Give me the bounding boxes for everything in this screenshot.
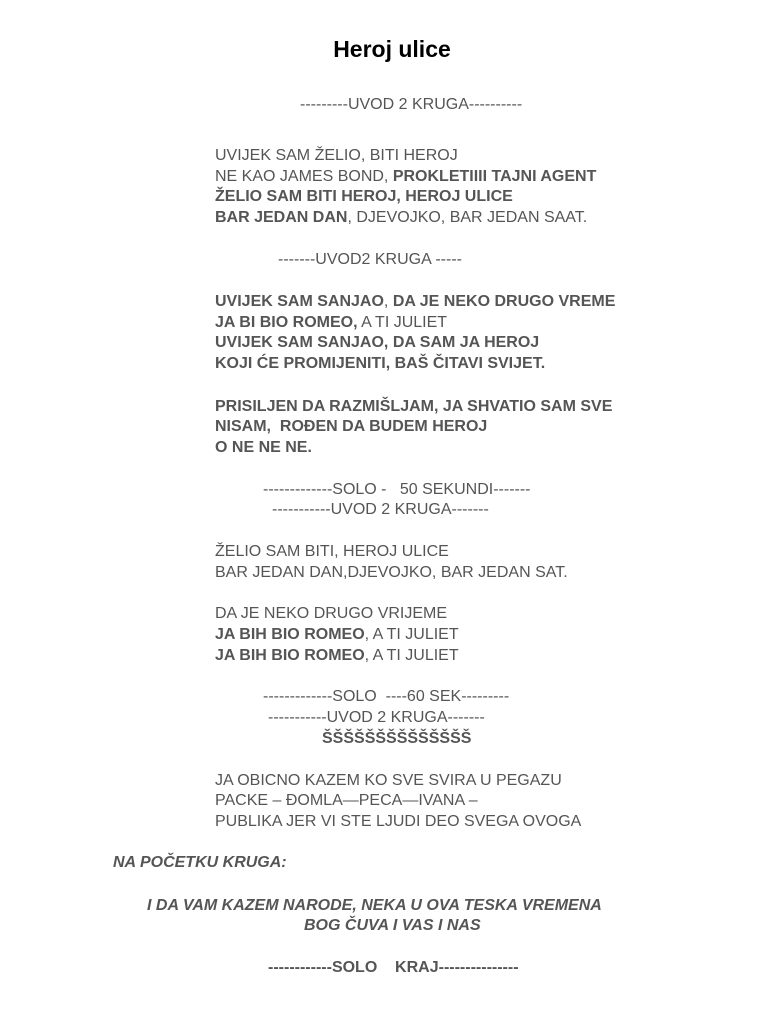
verse5-line2-bold: JA BIH BIO ROMEO [215, 626, 365, 643]
verse6-line3: PUBLIKA JER VI STE LJUDI DEO SVEGA OVOGA [215, 813, 582, 830]
solo-end-marker: ------------SOLO KRAJ--------------- [268, 959, 519, 976]
intro-marker-2: -------UVOD2 KRUGA ----- [278, 251, 462, 268]
verse5-line1: DA JE NEKO DRUGO VRIJEME [215, 605, 448, 622]
song-title: Heroj ulice [333, 36, 451, 62]
verse3-line1: PRISILJEN DA RAZMIŠLJAM, JA SHVATIO SAM SVE [215, 398, 613, 415]
verse1-line2-bold: PROKLETIIII TAJNI AGENT [392, 168, 597, 185]
intro-marker: ---------UVOD 2 KRUGA---------- [300, 96, 523, 113]
verse2-line3: UVIJEK SAM SANJAO, DA SAM JA HEROJ [215, 334, 540, 351]
verse2-line4: KOJI ĆE PROMIJENITI, BAŠ ČITAVI SVIJET. [215, 355, 546, 372]
verse5-line3 [215, 646, 459, 666]
solo-marker-1: -------------SOLO - 50 SEKUNDI------- [263, 481, 531, 498]
verse6-line1: JA OBICNO KAZEM KO SVE SVIRA U PEGAZU [215, 772, 562, 789]
verse2-line1 [215, 292, 615, 312]
verse2-line1-comma: , [383, 293, 393, 310]
verse4-line1: ŽELIO SAM BITI, HEROJ ULICE [215, 543, 449, 560]
verse5-line2 [215, 625, 459, 645]
verse1-line2 [215, 167, 596, 187]
verse5-line3-plain: , A TI JULIET [364, 647, 459, 664]
verse1-line2-plain: NE KAO JAMES BOND, [215, 168, 393, 185]
verse1-line3: ŽELIO SAM BITI HEROJ, HEROJ ULICE [215, 188, 513, 205]
section-heading: NA POČETKU KRUGA: [113, 854, 287, 871]
closing-line2: BOG ČUVA I VAS I NAS [304, 917, 481, 934]
verse1-line4-bold: BAR JEDAN DAN [215, 209, 348, 226]
verse5-line2-plain: , A TI JULIET [364, 626, 459, 643]
verse6-line2: PACKE – ĐOMLA—PECA—IVANA – [215, 792, 478, 809]
solo-marker-2: -------------SOLO ----60 SEK--------- [263, 688, 510, 705]
intro-marker-3: -----------UVOD 2 KRUGA------- [272, 501, 489, 518]
verse5-line3-bold: JA BIH BIO ROMEO [215, 647, 365, 664]
verse1-line1: UVIJEK SAM ŽELIO, BITI HEROJ [215, 147, 458, 164]
verse2-line2-bold: JA BI BIO ROMEO, [215, 314, 358, 331]
verse2-line2-plain: A TI JULIET [357, 314, 448, 331]
verse3-line3: O NE NE NE. [215, 439, 312, 456]
verse2-line2 [215, 313, 447, 333]
verse1-line4 [215, 208, 587, 228]
verse2-line1-bold-b: DA JE NEKO DRUGO VREME [392, 293, 616, 310]
verse1-line4-plain: , DJEVOJKO, BAR JEDAN SAAT. [347, 209, 588, 226]
verse3-line2: NISAM, ROĐEN DA BUDEM HEROJ [215, 418, 488, 435]
intro-marker-4: -----------UVOD 2 KRUGA------- [268, 709, 485, 726]
shh-line: ŠŠŠŠŠŠŠŠŠŠŠŠŠŠ [322, 730, 472, 747]
verse2-line1-bold-a: UVIJEK SAM SANJAO [215, 293, 384, 310]
verse4-line2: BAR JEDAN DAN,DJEVOJKO, BAR JEDAN SAT. [215, 564, 568, 581]
closing-line1: I DA VAM KAZEM NARODE, NEKA U OVA TESKA VREMENA [147, 897, 602, 914]
